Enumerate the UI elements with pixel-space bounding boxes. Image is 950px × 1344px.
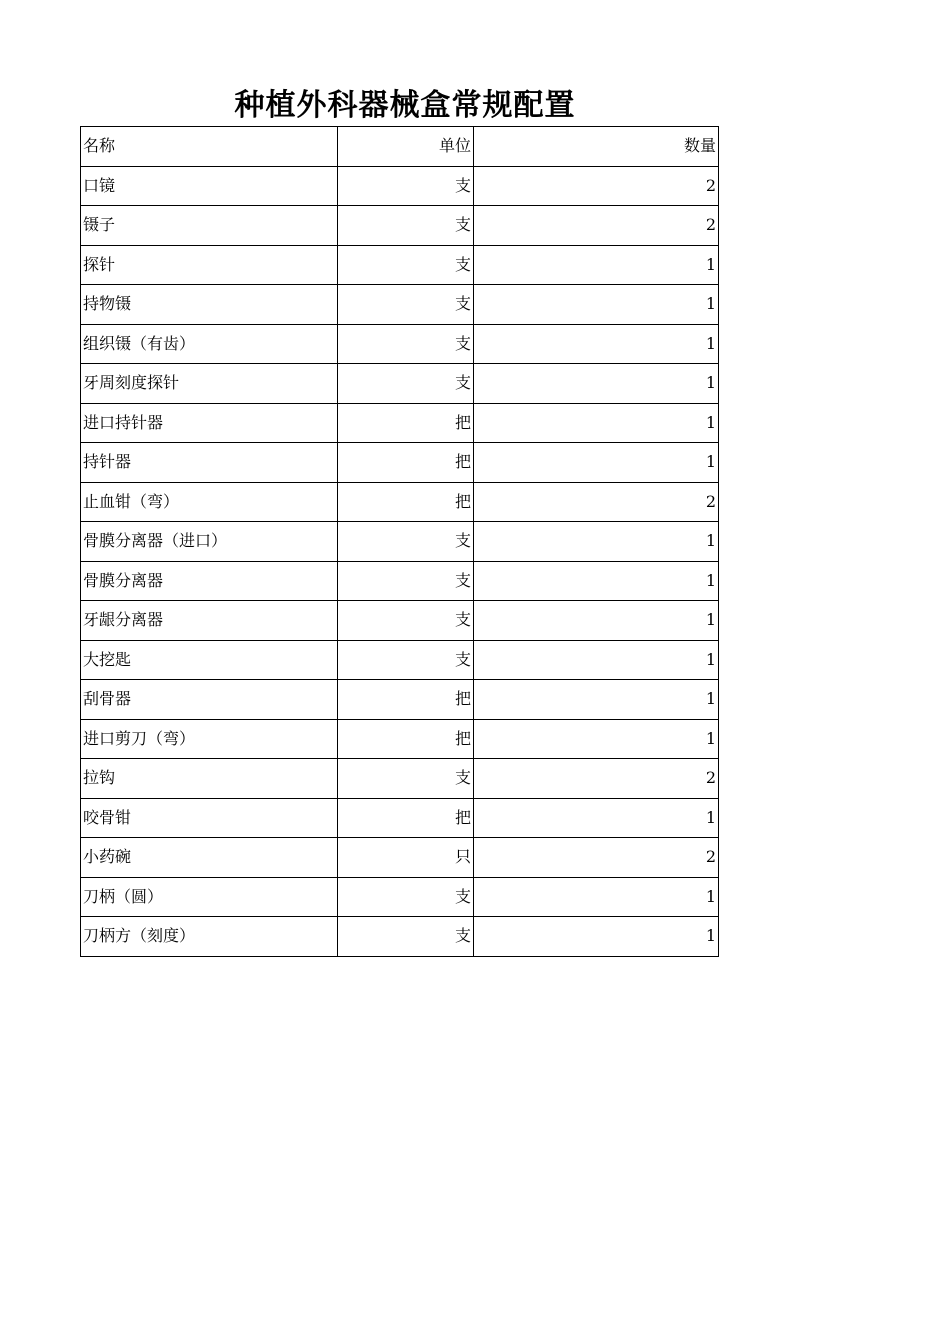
- table-row: [81, 680, 719, 720]
- cell-quantity: 1: [474, 403, 719, 443]
- cell-unit: 支: [338, 206, 474, 246]
- cell-name: 组织镊（有齿）: [81, 324, 338, 364]
- table-row: [81, 798, 719, 838]
- cell-unit: 支: [338, 561, 474, 601]
- table-row: [81, 285, 719, 325]
- cell-name: 进口剪刀（弯）: [81, 719, 338, 759]
- cell-quantity: 1: [474, 285, 719, 325]
- instrument-table: [80, 126, 719, 957]
- table-row: [81, 917, 719, 957]
- cell-quantity: 2: [474, 482, 719, 522]
- table-row: [81, 759, 719, 799]
- header-name: 名称: [81, 127, 338, 167]
- table-row: [81, 601, 719, 641]
- cell-name: 刮骨器: [81, 680, 338, 720]
- cell-unit: 只: [338, 838, 474, 878]
- cell-name: 持物镊: [81, 285, 338, 325]
- table-row: [81, 324, 719, 364]
- cell-name: 刀柄方（刻度）: [81, 917, 338, 957]
- cell-name: 大挖匙: [81, 640, 338, 680]
- cell-unit: 支: [338, 364, 474, 404]
- cell-quantity: 1: [474, 719, 719, 759]
- header-unit: 单位: [338, 127, 474, 167]
- table-body: [81, 127, 719, 957]
- cell-name: 小药碗: [81, 838, 338, 878]
- table-row: [81, 206, 719, 246]
- cell-quantity: 1: [474, 443, 719, 483]
- cell-quantity: 1: [474, 917, 719, 957]
- document-title: 种植外科器械盒常规配置: [234, 88, 576, 123]
- cell-unit: 把: [338, 719, 474, 759]
- table-row: [81, 838, 719, 878]
- cell-quantity: 2: [474, 759, 719, 799]
- cell-quantity: 1: [474, 522, 719, 562]
- cell-unit: 把: [338, 443, 474, 483]
- table-row: [81, 443, 719, 483]
- cell-quantity: 1: [474, 798, 719, 838]
- cell-unit: 支: [338, 640, 474, 680]
- table-row: [81, 877, 719, 917]
- table-row: [81, 522, 719, 562]
- cell-name: 口镜: [81, 166, 338, 206]
- table-row: [81, 482, 719, 522]
- cell-unit: 支: [338, 522, 474, 562]
- cell-unit: 支: [338, 285, 474, 325]
- cell-unit: 支: [338, 166, 474, 206]
- table-row: [81, 403, 719, 443]
- cell-name: 骨膜分离器: [81, 561, 338, 601]
- header-quantity: 数量: [474, 127, 719, 167]
- cell-unit: 支: [338, 917, 474, 957]
- cell-name: 骨膜分离器（进口）: [81, 522, 338, 562]
- table-row: [81, 245, 719, 285]
- cell-quantity: 1: [474, 561, 719, 601]
- table-header-row: [81, 127, 719, 167]
- cell-name: 牙龈分离器: [81, 601, 338, 641]
- cell-name: 探针: [81, 245, 338, 285]
- cell-quantity: 2: [474, 166, 719, 206]
- cell-quantity: 1: [474, 245, 719, 285]
- table-row: [81, 166, 719, 206]
- cell-unit: 支: [338, 877, 474, 917]
- table-row: [81, 640, 719, 680]
- cell-unit: 支: [338, 245, 474, 285]
- cell-name: 拉钩: [81, 759, 338, 799]
- cell-name: 刀柄（圆）: [81, 877, 338, 917]
- cell-quantity: 1: [474, 640, 719, 680]
- cell-quantity: 1: [474, 324, 719, 364]
- cell-name: 镊子: [81, 206, 338, 246]
- cell-name: 持针器: [81, 443, 338, 483]
- cell-unit: 把: [338, 680, 474, 720]
- cell-unit: 支: [338, 759, 474, 799]
- cell-name: 进口持针器: [81, 403, 338, 443]
- cell-unit: 把: [338, 482, 474, 522]
- cell-unit: 把: [338, 403, 474, 443]
- table-row: [81, 719, 719, 759]
- cell-unit: 支: [338, 601, 474, 641]
- cell-name: 咬骨钳: [81, 798, 338, 838]
- cell-quantity: 1: [474, 680, 719, 720]
- cell-unit: 把: [338, 798, 474, 838]
- cell-name: 牙周刻度探针: [81, 364, 338, 404]
- cell-quantity: 2: [474, 838, 719, 878]
- table-row: [81, 364, 719, 404]
- table-row: [81, 561, 719, 601]
- cell-name: 止血钳（弯）: [81, 482, 338, 522]
- cell-quantity: 1: [474, 877, 719, 917]
- cell-quantity: 1: [474, 601, 719, 641]
- cell-quantity: 1: [474, 364, 719, 404]
- cell-unit: 支: [338, 324, 474, 364]
- cell-quantity: 2: [474, 206, 719, 246]
